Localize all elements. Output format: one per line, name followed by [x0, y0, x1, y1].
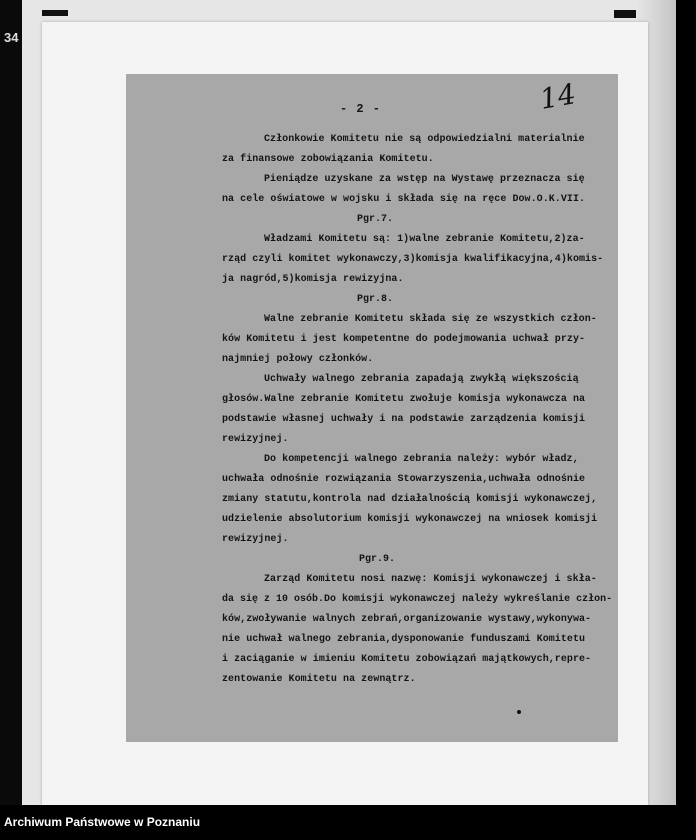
- text-line: uchwała odnośnie rozwiązania Stowarzyszenia,uchwała odnośnie: [222, 474, 586, 485]
- folio-number-handwritten: 14: [537, 77, 579, 116]
- text-line: Władzami Komitetu są: 1)walne zebranie Komitetu,2)za-: [264, 234, 585, 245]
- text-line: rząd czyli komitet wykonawczy,3)komisja kwalifikacyjna,4)komis-: [222, 254, 604, 265]
- text-line: głosów.Walne zebranie Komitetu zwołuje komisja wykonawcza na: [222, 394, 586, 405]
- text-line: Uchwały walnego zebrania zapadają zwykłą większością: [264, 374, 579, 385]
- frame-edge-number: 34: [4, 30, 19, 45]
- text-line: Członkowie Komitetu nie są odpowiedzialni materialnie: [264, 134, 585, 145]
- text-line: Pieniądze uzyskane za wstęp na Wystawę przeznacza się: [264, 174, 585, 185]
- film-strip-left: [0, 0, 22, 805]
- section-heading: Pgr.8.: [357, 294, 394, 305]
- scan-board: [22, 0, 676, 805]
- text-line: ja nagród,5)komisja rewizyjna.: [222, 274, 404, 285]
- text-line: na cele oświatowe w wojsku i składa się na ręce Dow.O.K.VII.: [222, 194, 586, 205]
- page-number: - 2 -: [340, 102, 382, 116]
- text-line: Zarząd Komitetu nosi nazwę: Komisji wykonawczej i skła-: [264, 574, 597, 585]
- text-line: da się z 10 osób.Do komisji wykonawczej należy wykreślanie człon-: [222, 594, 613, 605]
- text-line: ków Komitetu i jest kompetentne do podejmowania uchwał przy-: [222, 334, 586, 345]
- text-line: nie uchwał walnego zebrania,dysponowanie funduszami Komitetu: [222, 634, 586, 645]
- section-heading: Pgr.9.: [359, 554, 396, 565]
- text-line: i zaciąganie w imieniu Komitetu zobowiązań majątkowych,repre-: [222, 654, 592, 665]
- text-line: udzielenie absolutorium komisji wykonawczej na wniosek komisji: [222, 514, 598, 525]
- text-line: zentowanie Komitetu na zewnątrz.: [222, 674, 416, 685]
- text-line: za finansowe zobowiązania Komitetu.: [222, 154, 434, 165]
- archive-label: Archiwum Państwowe w Poznaniu: [4, 815, 201, 829]
- text-line: najmniej połowy członków.: [222, 354, 374, 365]
- text-line: zmiany statutu,kontrola nad działalnością komisji wykonawczej,: [222, 494, 598, 505]
- text-line: Do kompetencji walnego zebrania należy: wybór władz,: [264, 454, 579, 465]
- text-line: rewizyjnej.: [222, 534, 289, 545]
- text-line: podstawie własnej uchwały i na podstawie zarządzenia komisji: [222, 414, 586, 425]
- archive-footer: [0, 805, 696, 840]
- text-line: ków,zwoływanie walnych zebrań,organizowanie wystawy,wykonywa-: [222, 614, 592, 625]
- document-page: [126, 74, 618, 742]
- text-line: rewizyjnej.: [222, 434, 289, 445]
- text-line: Walne zebranie Komitetu składa się ze wszystkich człon-: [264, 314, 597, 325]
- board-clip-left: [42, 10, 68, 16]
- ink-dot: [517, 710, 521, 714]
- section-heading: Pgr.7.: [357, 214, 394, 225]
- mount-card: [42, 22, 648, 805]
- board-clip-right: [614, 10, 636, 18]
